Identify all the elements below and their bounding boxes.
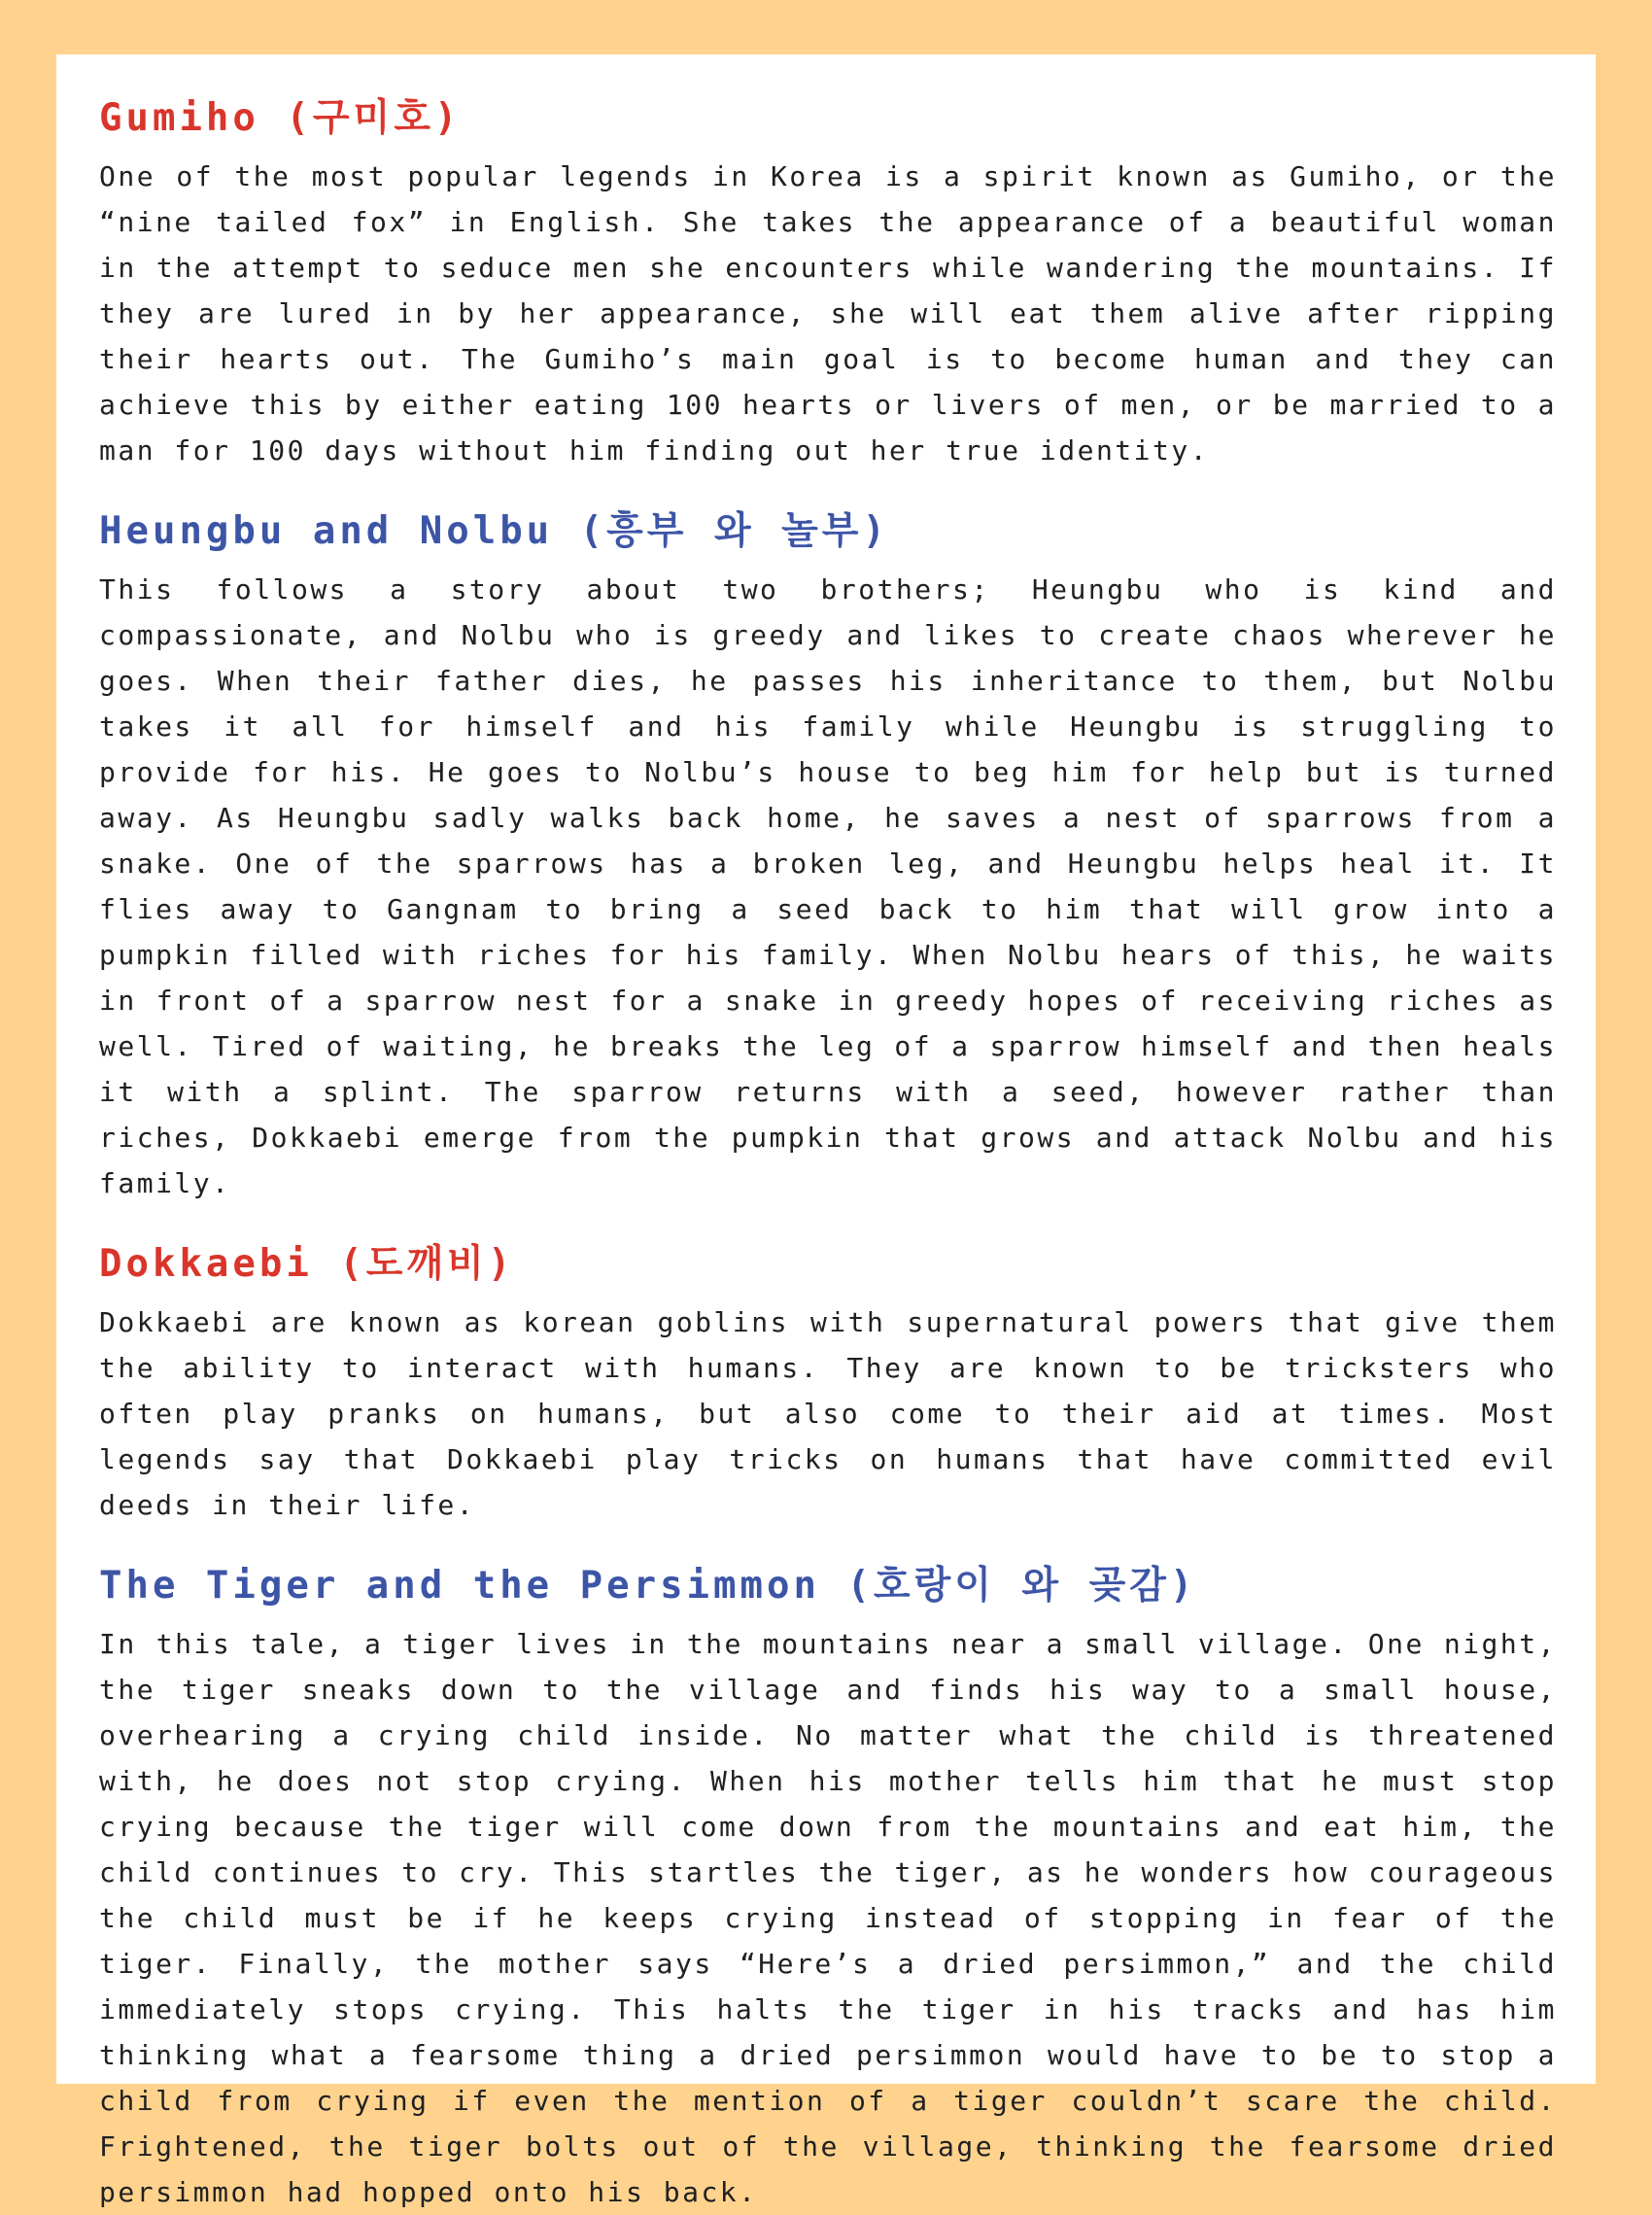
section-body-gumiho: One of the most popular legends in Korea is a spirit known as Gumiho, or the “nine tailed fox” in English. She takes the appearance of a beautiful woman in the attempt to seduce men she encounters while wandering the mountains. If they are lured in by her appearance, she will eat them alive after ripping their hearts out. The Gumiho’s main goal is to become human and they can achieve this by either eating 100 hearts or livers of men, or be married to a man for 100 days without him finding out her true identity. bbox=[99, 160, 1557, 467]
section-heungbu-nolbu bbox=[99, 502, 1557, 1206]
section-body-tiger-persimmon: In this tale, a tiger lives in the mountains near a small village. One night, the tiger sneaks down to the village and finds his way to a small house, overhearing a crying child inside. No matter what the child is threatened with, he does not stop crying. When his mother tells him that he must stop crying because the tiger will come down from the mountains and eat him, the child continues to cry. This startles the tiger, as he wonders how courageous the child must be if he keeps crying instead of stopping in fear of the tiger. Finally, the mother says “Here’s a dried persimmon,” and the child immediately stops crying. This halts the tiger in his tracks and has him thinking what a fearsome thing a dried persimmon would have to be to stop a child from crying if even the mention of a tiger couldn’t scare the child. Frightened, the tiger bolts out of the village, thinking the fearsome dried persimmon had hopped onto his back. bbox=[99, 1628, 1557, 2208]
section-title-heungbu-nolbu: Heungbu and Nolbu (흥부 와 놀부) bbox=[99, 509, 889, 553]
section-body-heungbu-nolbu: This follows a story about two brothers; Heungbu who is kind and compassionate, and Nolbu who is greedy and likes to create chaos wherever he goes. When their father dies, he passes his inheritance to them, but Nolbu takes it all for himself and his family while Heungbu is struggling to provide for his. He goes to Nolbu’s house to beg him for help but is turned away. As Heungbu sadly walks back home, he saves a nest of sparrows from a snake. One of the sparrows has a broken leg, and Heungbu helps heal it. It flies away to Gangnam to bring a seed back to him that will grow into a pumpkin filled with riches for his family. When Nolbu hears of this, he waits in front of a sparrow nest for a snake in greedy hopes of receiving riches as well. Tired of waiting, he breaks the leg of a sparrow himself and then heals it with a splint. The sparrow returns with a seed, however rather than riches, Dokkaebi emerge from the pumpkin that grows and attack Nolbu and his family. bbox=[99, 573, 1557, 1199]
section-gumiho bbox=[99, 89, 1557, 473]
section-dokkaebi bbox=[99, 1235, 1557, 1528]
section-title-gumiho: Gumiho (구미호) bbox=[99, 96, 462, 140]
document-page bbox=[56, 54, 1596, 2208]
section-body-dokkaebi: Dokkaebi are known as korean goblins with supernatural powers that give them the ability to interact with humans. They are known to be tricksters who often play pranks on humans, but also come to their aid at times. Most legends say that Dokkaebi play tricks on humans that have committed evil deeds in their life. bbox=[99, 1306, 1557, 1521]
section-tiger-persimmon bbox=[99, 1557, 1557, 2215]
section-title-dokkaebi: Dokkaebi (도깨비) bbox=[99, 1242, 515, 1286]
section-title-tiger-persimmon: The Tiger and the Persimmon (호랑이 와 곶감) bbox=[99, 1564, 1197, 1608]
